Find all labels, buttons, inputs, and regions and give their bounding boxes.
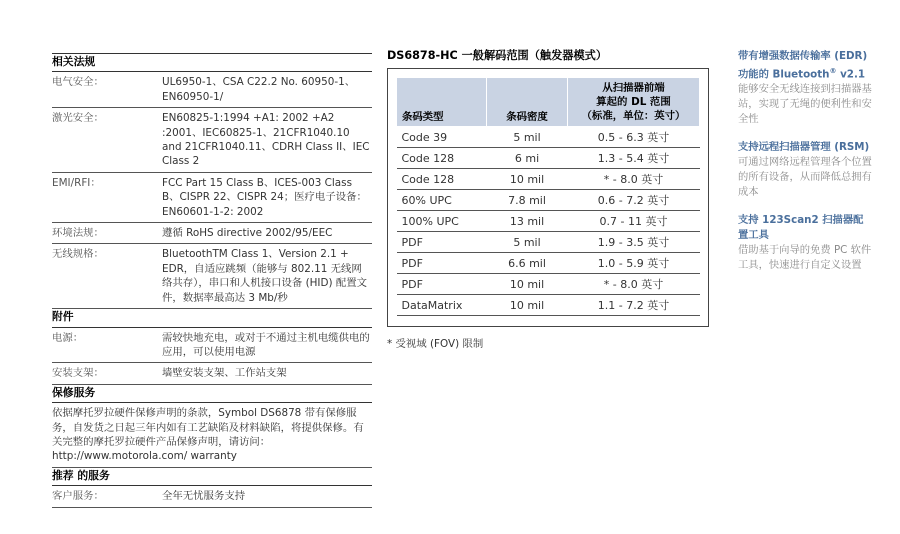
cell-barcode-type: PDF bbox=[397, 274, 487, 295]
cell-range: 1.0 - 5.9 英寸 bbox=[568, 253, 700, 274]
spec-column bbox=[52, 53, 372, 508]
cell-barcode-type: Code 128 bbox=[397, 169, 487, 190]
spec-label: 安装支架： bbox=[52, 367, 104, 380]
cell-density: 5 mil bbox=[487, 127, 568, 148]
header-decode-range: 从扫描器前端 算起的 DL 范围 （标准，单位：英寸） bbox=[568, 78, 700, 127]
spec-row bbox=[52, 173, 372, 223]
cell-density: 10 mil bbox=[487, 295, 568, 316]
decode-range-section bbox=[387, 47, 709, 350]
cell-density: 10 mil bbox=[487, 169, 568, 190]
cell-density: 10 mil bbox=[487, 274, 568, 295]
spec-value: EN60825-1:1994 +A1: 2002 +A2 :2001、IEC60825-1、21CFR1040.10 and 21CFR1040.11、CDRH Class II、IEC Class 2 bbox=[162, 112, 370, 168]
cell-barcode-type: 60% UPC bbox=[397, 190, 487, 211]
spec-label: 电气安全： bbox=[52, 76, 104, 89]
feature-description: 能够安全无线连接到扫描器基站，实现了无绳的便利性和安全性 bbox=[738, 83, 872, 126]
cell-barcode-type: PDF bbox=[397, 253, 487, 274]
table-row bbox=[397, 148, 700, 169]
warranty-text: 依据摩托罗拉硬件保修声明的条款，Symbol DS6878 带有保修服务，自发货之日起三年内如有工艺缺陷及材料缺陷，将提供保修。有关完整的摩托罗拉硬件产品保修声明，请访问：http://www.motorola.com/ warranty bbox=[52, 403, 372, 468]
spec-row bbox=[52, 363, 372, 384]
table-row bbox=[397, 253, 700, 274]
spec-label: 无线规格： bbox=[52, 248, 104, 261]
regulatory-title: 相关法规 bbox=[52, 53, 372, 72]
header-barcode-type: 条码类型 bbox=[397, 78, 487, 127]
cell-range: 1.9 - 3.5 英寸 bbox=[568, 232, 700, 253]
cell-barcode-type: PDF bbox=[397, 232, 487, 253]
spec-value: BluetoothTM Class 1、Version 2.1 + EDR，自适应跳频（能够与 802.11 无线网络共存），串口和人机接口设备 (HID) 配置文件，数据率最高达 3 Mb/秒 bbox=[162, 248, 368, 304]
decode-table-box bbox=[387, 68, 709, 327]
feature-description: 借助基于向导的免费 PC 软件工具，快速进行自定义设置 bbox=[738, 244, 872, 272]
cell-range: 0.5 - 6.3 英寸 bbox=[568, 127, 700, 148]
spec-value: 遵循 RoHS directive 2002/95/EEC bbox=[162, 227, 333, 240]
spec-label: 客户服务： bbox=[52, 490, 104, 503]
table-row bbox=[397, 274, 700, 295]
feature-item bbox=[738, 49, 873, 127]
feature-description: 可通过网络远程管理各个位置的所有设备，从而降低总拥有成本 bbox=[738, 156, 872, 199]
table-header-row bbox=[397, 78, 700, 127]
cell-range: 0.7 - 11 英寸 bbox=[568, 211, 700, 232]
table-row bbox=[397, 232, 700, 253]
header-barcode-density: 条码密度 bbox=[487, 78, 568, 127]
cell-barcode-type: Code 128 bbox=[397, 148, 487, 169]
feature-title: 支持远程扫描器管理 (RSM) bbox=[738, 141, 870, 154]
cell-density: 5 mil bbox=[487, 232, 568, 253]
table-row bbox=[397, 211, 700, 232]
feature-title: 支持 123Scan2 扫描器配置工具 bbox=[738, 214, 864, 242]
cell-density: 6 mi bbox=[487, 148, 568, 169]
services-list bbox=[52, 486, 372, 507]
warranty-title: 保修服务 bbox=[52, 385, 372, 403]
spec-row bbox=[52, 108, 372, 173]
spec-label: EMI/RFI： bbox=[52, 176, 101, 189]
cell-barcode-type: DataMatrix bbox=[397, 295, 487, 316]
registered-mark: ® bbox=[829, 67, 837, 75]
fov-footnote: * 受视域 (FOV) 限制 bbox=[387, 338, 484, 350]
accessories-title: 附件 bbox=[52, 309, 372, 327]
cell-range: 1.1 - 7.2 英寸 bbox=[568, 295, 700, 316]
cell-density: 7.8 mil bbox=[487, 190, 568, 211]
spec-value: 全年无忧服务支持 bbox=[162, 490, 246, 503]
cell-barcode-type: 100% UPC bbox=[397, 211, 487, 232]
spec-row bbox=[52, 72, 372, 108]
spec-value: UL6950-1、CSA C22.2 No. 60950-1、EN60950-1/ bbox=[162, 76, 356, 103]
spec-label: 激光安全： bbox=[52, 112, 104, 125]
cell-range: 1.3 - 5.4 英寸 bbox=[568, 148, 700, 169]
feature-column bbox=[738, 49, 873, 286]
table-row bbox=[397, 190, 700, 211]
spec-row bbox=[52, 328, 372, 364]
accessories-list bbox=[52, 328, 372, 385]
cell-range: * - 8.0 英寸 bbox=[568, 274, 700, 295]
decode-range-table bbox=[396, 77, 700, 316]
spec-value: 墙壁安装支架、工作站支架 bbox=[162, 367, 287, 380]
feature-item bbox=[738, 140, 873, 200]
table-row bbox=[397, 127, 700, 148]
spec-value: 需较快地充电，或对于不通过主机电缆供电的应用，可以使用电源 bbox=[162, 331, 370, 358]
spec-row bbox=[52, 244, 372, 309]
table-row bbox=[397, 295, 700, 316]
cell-density: 13 mil bbox=[487, 211, 568, 232]
spec-label: 环境法规： bbox=[52, 227, 104, 240]
decode-table-title: DS6878-HC 一般解码范围（触发器模式） bbox=[387, 49, 608, 62]
cell-range: 0.6 - 7.2 英寸 bbox=[568, 190, 700, 211]
spec-label: 电源： bbox=[52, 331, 84, 344]
table-body bbox=[397, 127, 700, 316]
cell-range: * - 8.0 英寸 bbox=[568, 169, 700, 190]
regulatory-list bbox=[52, 72, 372, 309]
spec-value: FCC Part 15 Class B、ICES-003 Class B、CISPR 22、CISPR 24；医疗电子设备：EN60601-1-2: 2002 bbox=[162, 176, 367, 218]
feature-title: 带有增强数据传输率 (EDR) 功能的 Bluetooth® v2.1 bbox=[738, 50, 868, 81]
services-title: 推荐 的服务 bbox=[52, 468, 372, 486]
spec-row bbox=[52, 223, 372, 244]
table-row bbox=[397, 169, 700, 190]
cell-density: 6.6 mil bbox=[487, 253, 568, 274]
feature-item bbox=[738, 213, 873, 273]
spec-row bbox=[52, 486, 372, 507]
cell-barcode-type: Code 39 bbox=[397, 127, 487, 148]
